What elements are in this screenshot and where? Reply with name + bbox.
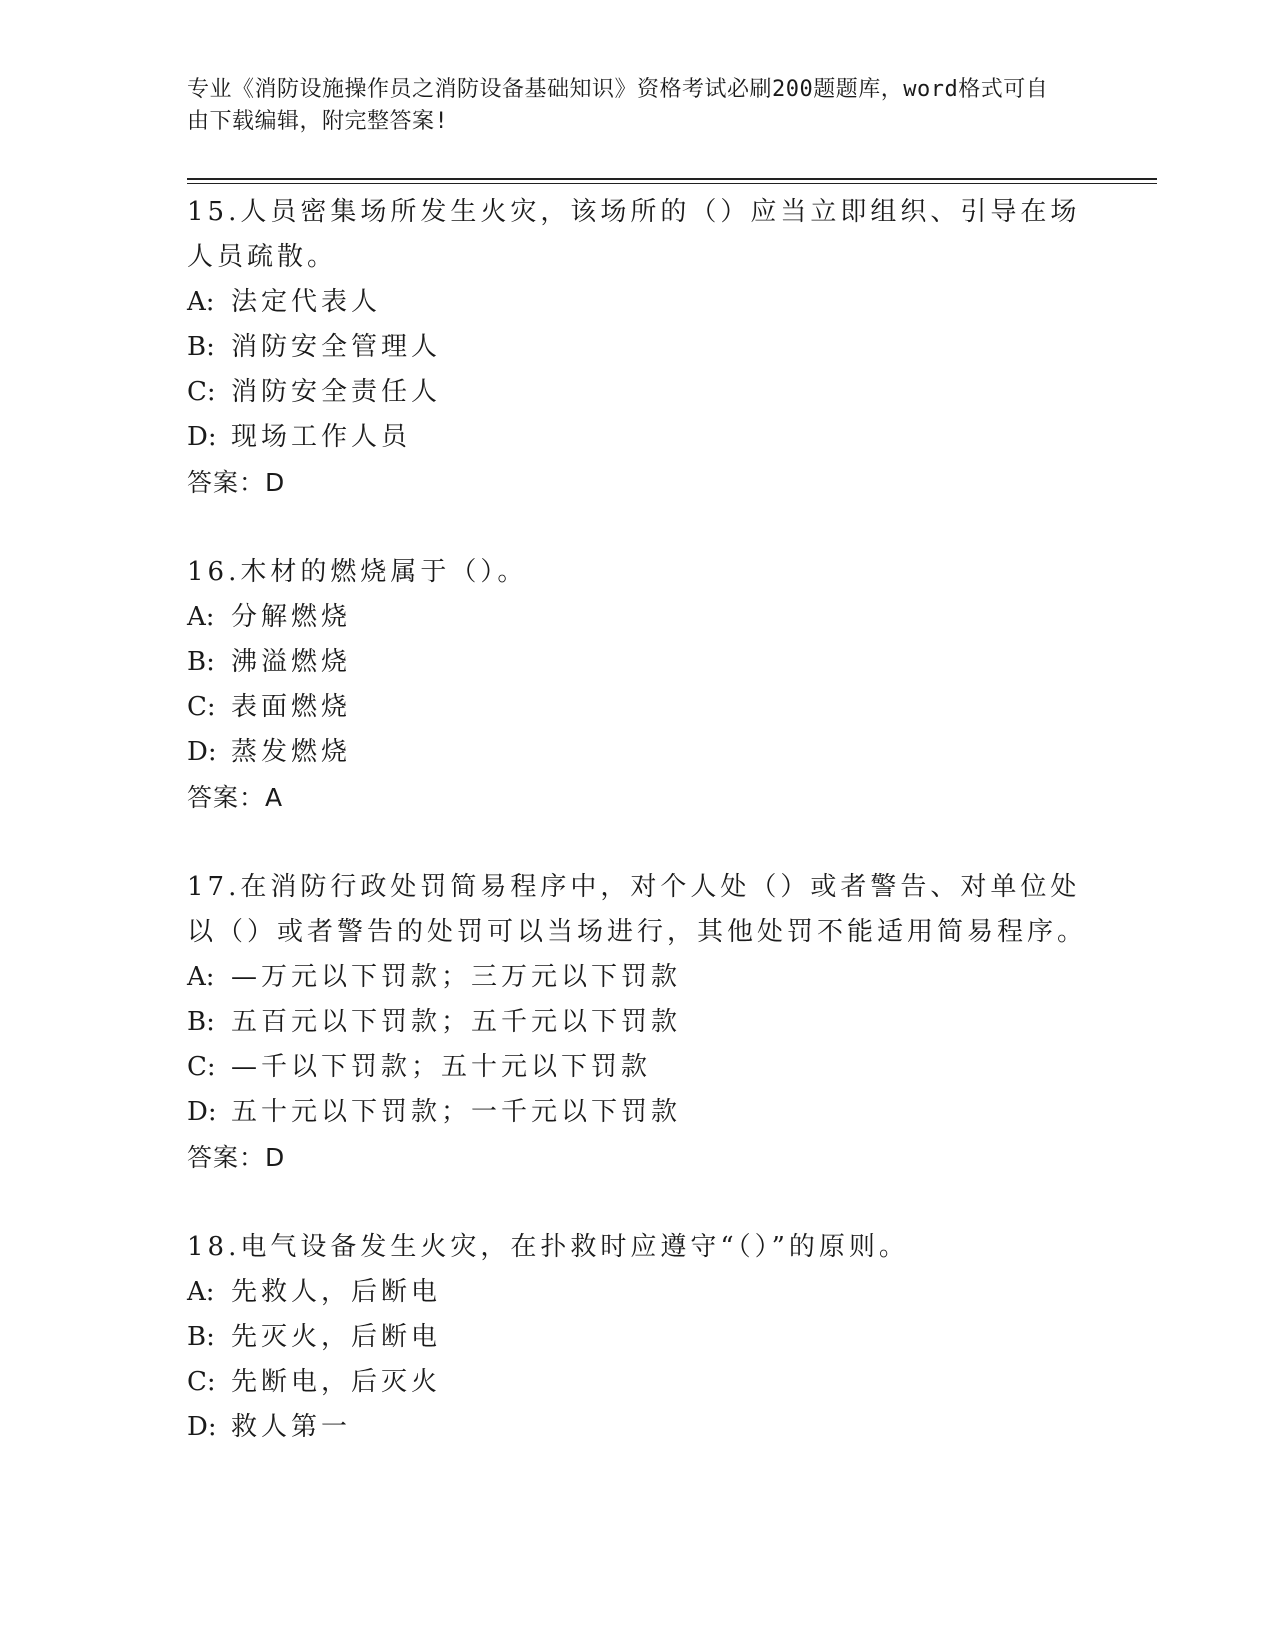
question-16 (187, 550, 1087, 820)
option-d (187, 415, 1087, 460)
option-letter: A: (187, 602, 215, 632)
header-divider-thin (187, 183, 1157, 184)
option-letter: D: (187, 1097, 217, 1127)
question-17 (187, 865, 1087, 1180)
option-text: 现场工作人员 (231, 422, 412, 452)
option-text: 消防安全管理人 (231, 332, 442, 362)
answer-line: 答案：D (187, 1143, 286, 1172)
option-text: 五百元以下罚款；五千元以下罚款 (231, 1007, 682, 1037)
question-stem: 18.电气设备发生火灾，在扑救时应遵守“（）”的原则。 (187, 1232, 909, 1262)
question-list (187, 190, 1087, 1495)
option-d (187, 1405, 1087, 1450)
option-text: 救人第一 (231, 1412, 352, 1442)
option-letter: D: (187, 737, 217, 767)
option-text: 法定代表人 (231, 287, 382, 317)
option-text: 先救人，后断电 (231, 1277, 442, 1307)
option-letter: A: (187, 1277, 215, 1307)
option-a (187, 280, 1087, 325)
question-stem: 16.木材的燃烧属于（）。 (187, 557, 528, 587)
option-letter: C: (187, 377, 216, 407)
option-d (187, 730, 1087, 775)
option-text: 五十元以下罚款；一千元以下罚款 (231, 1097, 682, 1127)
option-c (187, 1360, 1087, 1405)
answer-line: 答案：A (187, 783, 284, 812)
option-c (187, 685, 1087, 730)
option-a (187, 595, 1087, 640)
option-text: 消防安全责任人 (231, 377, 442, 407)
option-d (187, 1090, 1087, 1135)
question-15 (187, 190, 1087, 505)
document-header: 专业《消防设施操作员之消防设备基础知识》资格考试必刷200题题库，word格式可自由下载编辑，附完整答案! (187, 77, 1049, 134)
option-c (187, 1045, 1087, 1090)
option-text: —万元以下罚款；三万元以下罚款 (231, 962, 682, 992)
option-text: 分解燃烧 (231, 602, 352, 632)
option-letter: A: (187, 287, 215, 317)
option-letter: B: (187, 332, 215, 362)
option-text: 先灭火，后断电 (231, 1322, 442, 1352)
option-letter: C: (187, 1367, 216, 1397)
question-18 (187, 1225, 1087, 1450)
option-b (187, 640, 1087, 685)
option-text: 表面燃烧 (231, 692, 352, 722)
option-text: 先断电，后灭火 (231, 1367, 442, 1397)
option-letter: B: (187, 647, 215, 677)
option-letter: D: (187, 1412, 217, 1442)
option-c (187, 370, 1087, 415)
option-b (187, 1315, 1087, 1360)
answer-line: 答案：D (187, 468, 286, 497)
option-letter: D: (187, 422, 217, 452)
option-letter: A: (187, 962, 215, 992)
option-a (187, 1270, 1087, 1315)
option-letter: C: (187, 692, 216, 722)
option-text: —千以下罚款；五十元以下罚款 (231, 1052, 652, 1082)
option-text: 沸溢燃烧 (231, 647, 352, 677)
question-stem: 15.人员密集场所发生火灾，该场所的（）应当立即组织、引导在场人员疏散。 (187, 197, 1081, 272)
option-b (187, 325, 1087, 370)
option-letter: B: (187, 1322, 215, 1352)
question-stem: 17.在消防行政处罚简易程序中，对个人处（）或者警告、对单位处以（）或者警告的处罚可以当场进行，其他处罚不能适用简易程序。 (187, 872, 1088, 947)
option-b (187, 1000, 1087, 1045)
option-text: 蒸发燃烧 (231, 737, 352, 767)
header-divider-thick (187, 178, 1157, 180)
option-letter: B: (187, 1007, 215, 1037)
option-a (187, 955, 1087, 1000)
option-letter: C: (187, 1052, 216, 1082)
